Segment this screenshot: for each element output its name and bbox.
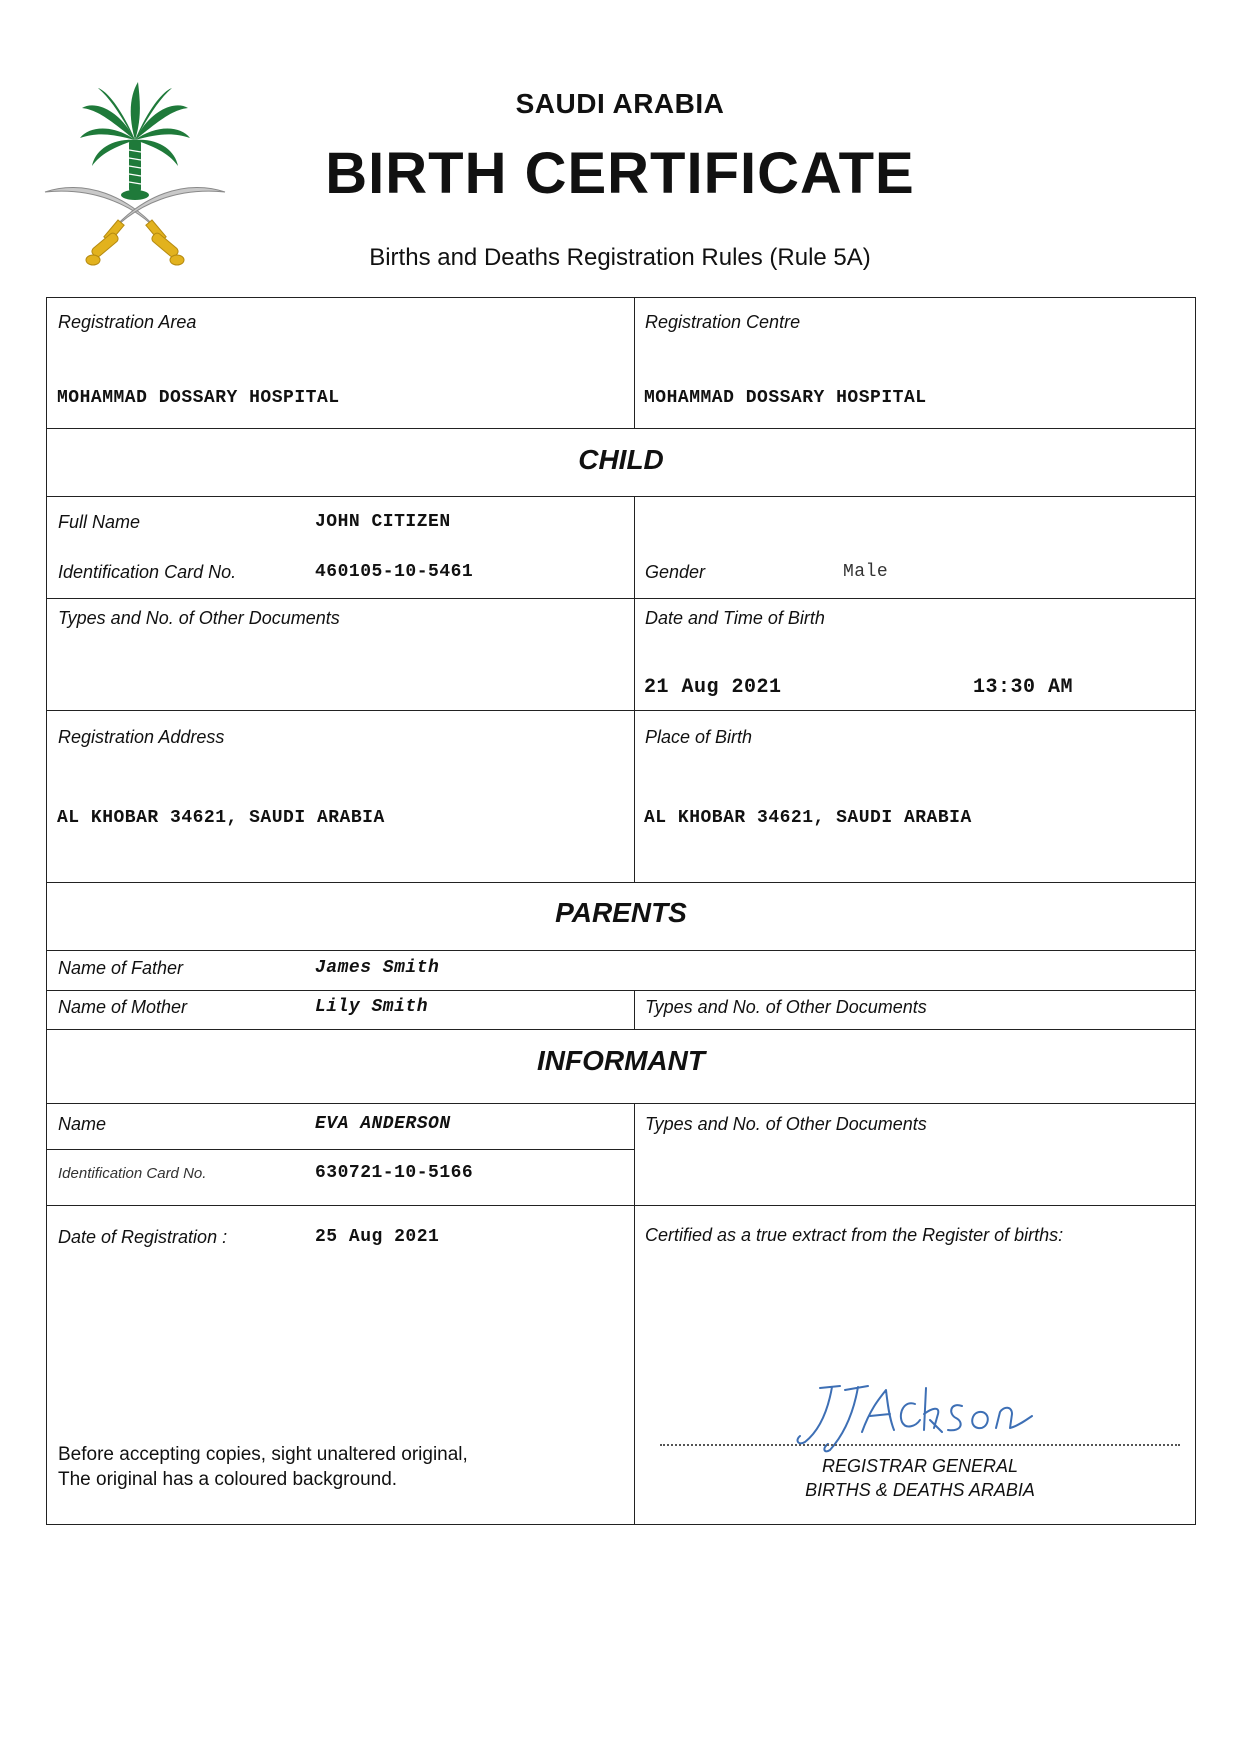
row-divider [46,598,1196,599]
column-divider [634,496,635,883]
registration-date-label: Date of Registration : [58,1227,228,1247]
copy-warning-line-1: Before accepting copies, sight unaltered original, [58,1444,468,1465]
registration-centre-value: MOHAMMAD DOSSARY HOSPITAL [644,388,927,408]
row-divider [46,1029,1196,1030]
registration-date-value: 25 Aug 2021 [315,1227,440,1247]
child-gender-label: Gender [645,562,706,582]
father-name-value: James Smith [315,958,440,978]
registration-centre-label: Registration Centre [645,312,801,332]
registrar-title-line-1: REGISTRAR GENERAL [821,1456,1019,1476]
country-heading: SAUDI ARABIA [515,88,725,119]
certified-statement: Certified as a true extract from the Register of births: [645,1225,1064,1245]
child-dob-time: 13:30 AM [973,676,1074,699]
registration-area-label: Registration Area [58,312,197,332]
informant-name-value: EVA ANDERSON [315,1114,451,1134]
father-name-label: Name of Father [58,958,184,978]
place-of-birth-label: Place of Birth [645,727,753,747]
child-id-label: Identification Card No. [58,562,237,582]
signature-line [660,1444,1180,1446]
parents-other-docs-label: Types and No. of Other Documents [645,997,927,1017]
document-title: BIRTH CERTIFICATE [325,141,915,206]
child-dob-label: Date and Time of Birth [645,608,825,628]
table-border-bottom [46,1524,1196,1525]
column-divider [634,1103,635,1525]
row-divider [46,1149,635,1150]
child-address-value: AL KHOBAR 34621, SAUDI ARABIA [57,808,385,828]
row-divider [46,496,1196,497]
column-divider [634,990,635,1030]
registrar-title-line-2: BIRTHS & DEATHS ARABIA [805,1480,1035,1500]
informant-other-docs-label: Types and No. of Other Documents [645,1114,927,1134]
informant-name-label: Name [58,1114,107,1134]
row-divider [46,1103,1196,1104]
informant-id-label: Identification Card No. [58,1165,207,1182]
child-full-name-value: JOHN CITIZEN [315,512,451,532]
informant-section-title: INFORMANT [537,1045,705,1076]
row-divider [46,1205,1196,1206]
row-divider [46,882,1196,883]
mother-name-label: Name of Mother [58,997,188,1017]
child-dob-date: 21 Aug 2021 [644,676,782,699]
child-section-title: CHILD [578,444,664,475]
row-divider [46,428,1196,429]
document-subtitle: Births and Deaths Registration Rules (Rule 5A) [369,244,871,271]
child-address-label: Registration Address [58,727,225,747]
mother-name-value: Lily Smith [315,997,429,1017]
child-gender-value: Male [843,562,889,582]
row-divider [46,990,1196,991]
registrar-signature [790,1370,1040,1460]
table-border-top [46,297,1196,298]
child-other-docs-label: Types and No. of Other Documents [58,608,340,628]
column-divider [634,297,635,429]
place-of-birth-value: AL KHOBAR 34621, SAUDI ARABIA [644,808,972,828]
copy-warning-line-2: The original has a coloured background. [58,1469,398,1490]
row-divider [46,710,1196,711]
row-divider [46,950,1196,951]
informant-id-value: 630721-10-5166 [315,1163,474,1183]
child-full-name-label: Full Name [58,512,141,532]
registration-area-value: MOHAMMAD DOSSARY HOSPITAL [57,388,340,408]
parents-section-title: PARENTS [555,897,687,928]
child-id-value: 460105-10-5461 [315,562,474,582]
